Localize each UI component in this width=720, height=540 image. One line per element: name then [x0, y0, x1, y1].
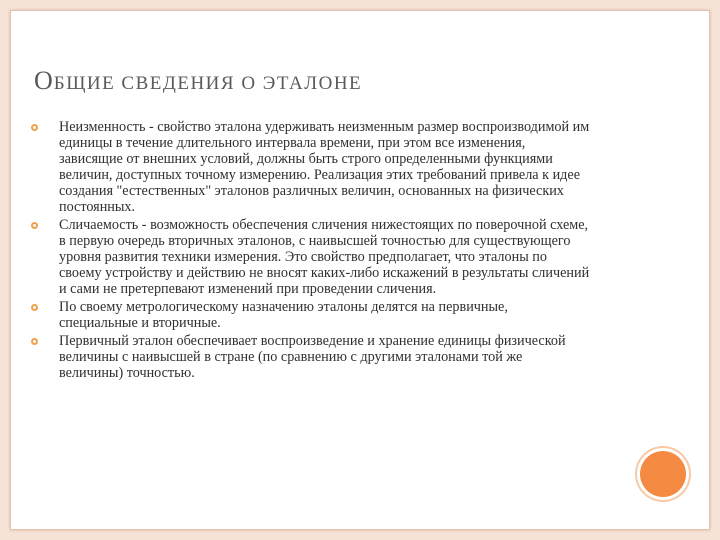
slide-title [34, 66, 362, 96]
bullet-text: По своему метрологическому назначению эталоны делятся на первичные, специальные и вторичные. [59, 299, 508, 331]
circle-bullet-icon [31, 222, 38, 229]
bullet-text: Неизменность - свойство эталона удерживать неизменным размер воспроизводимой им единицы в течение длительного интервала времени, при этом все изменения, зависящие от внешних условий, должны быть строго определенными функциями величин, доступных точному измерению. Реализация этих требований привела к идее создания "естественных" эталонов различных величин, основанных на физических постоянных. [59, 119, 590, 215]
title-initial: О [34, 66, 54, 95]
bullet-text: Сличаемость - возможность обеспечения сличения нижестоящих по поверочной схеме, в первую очередь вторичных эталонов, с наивысшей точностью для существующего уровня развития техники измерения. Это свойство предполагает, что эталоны по своему устройству и действию не вносят каких-либо искажений в результаты сличений и сами не претерпевают изменений при проведении сличения. [59, 217, 590, 297]
list-item [30, 119, 590, 215]
list-item [30, 333, 590, 381]
bullet-text: Первичный эталон обеспечивает воспроизведение и хранение единицы физической величины с наивысшей в стране (по сравнению с другими эталонами той же величины) точностью. [59, 333, 566, 381]
circle-bullet-icon [31, 338, 38, 345]
bullet-list [30, 119, 590, 383]
title-rest: БЩИЕ СВЕДЕНИЯ О ЭТАЛОНЕ [53, 73, 363, 94]
circle-bullet-icon [31, 304, 38, 311]
slide-top-band [11, 11, 709, 15]
list-item [30, 299, 590, 331]
list-item [30, 217, 590, 297]
circle-bullet-icon [31, 124, 38, 131]
decorative-circle [640, 451, 686, 497]
